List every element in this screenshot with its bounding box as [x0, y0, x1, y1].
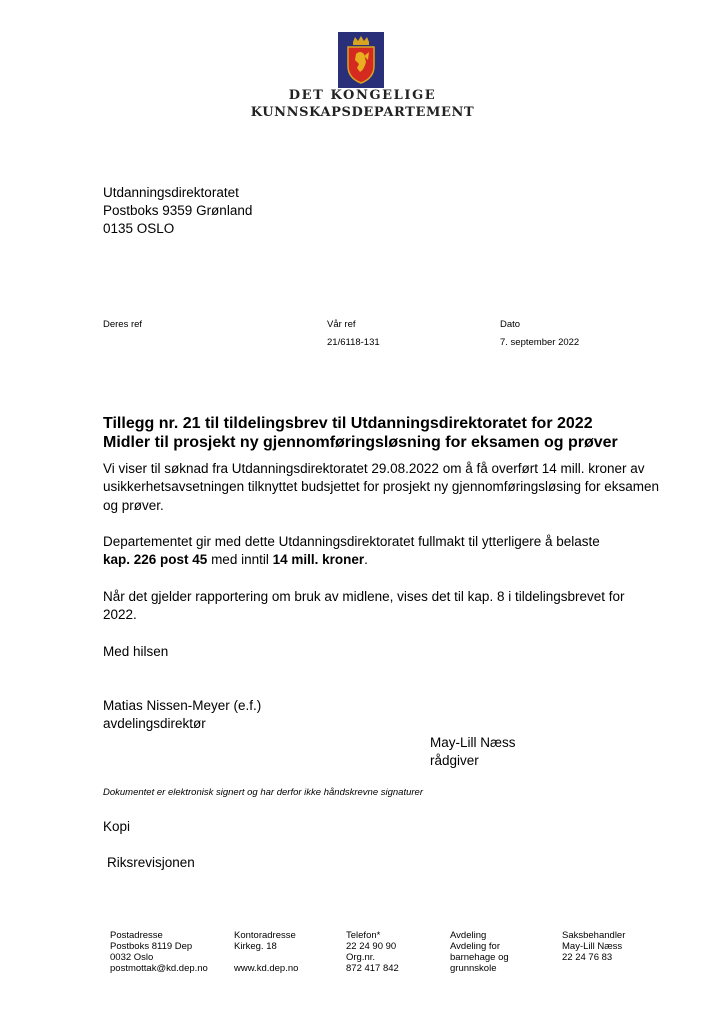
dato-value: 7. september 2022 — [500, 337, 580, 348]
footer-cell: Saksbehandler — [562, 930, 626, 941]
para3-line: Når det gjelder rapportering om bruk av midlene, vises det til kap. 8 i tildelingsbrevet for — [103, 589, 625, 604]
footer-phone-column — [346, 930, 399, 974]
footer-cell: Kontoradresse — [234, 930, 296, 941]
signer-1-title: avdelingsdirektør — [103, 716, 206, 732]
para2-mid: med inntil — [207, 552, 273, 568]
signer-2 — [430, 734, 516, 771]
footer-cell: www.kd.dep.no — [234, 963, 299, 974]
department-logo — [250, 30, 475, 130]
footer-cell: Avdeling for — [450, 941, 500, 952]
signer-1-name: Matias Nissen-Meyer (e.f.) — [103, 698, 262, 713]
amount: 14 mill. kroner — [272, 552, 365, 568]
greeting: Med hilsen — [103, 644, 169, 659]
deres-ref-label: Deres ref — [103, 319, 143, 330]
para2-line-2 — [103, 551, 663, 569]
copy-label: Kopi — [103, 819, 131, 834]
footer-postal-column — [110, 930, 208, 974]
footer-cell: 0032 Oslo — [110, 952, 154, 963]
coat-of-arms-icon — [338, 32, 384, 88]
para2-line: Departementet gir med dette Utdanningsdirektoratet fullmakt til ytterligere å belaste — [103, 534, 600, 549]
footer-office-column — [234, 930, 298, 974]
logo-line-2: KUNNSKAPSDEPARTEMENT — [250, 105, 475, 120]
var-ref-value: 21/6118-131 — [327, 337, 380, 348]
footer-cell: Avdeling — [450, 930, 487, 941]
recipient-street: Postboks 9359 Grønland — [103, 203, 253, 218]
footer-department-column — [450, 930, 509, 974]
footer-cell — [234, 952, 298, 963]
recipient-name: Utdanningsdirektoratet — [103, 185, 239, 200]
logo-line-1: DET KONGELIGE — [288, 88, 437, 103]
recipient-postal: 0135 OSLO — [103, 221, 175, 236]
footer-cell: May-Lill Næss — [562, 941, 623, 952]
signer-2-title: rådgiver — [430, 753, 479, 769]
dato-label: Dato — [500, 319, 521, 330]
letter-title — [103, 414, 618, 452]
paragraph-1 — [103, 460, 663, 515]
budget-chapter: kap. 226 post 45 — [103, 552, 208, 568]
footer-cell: 22 24 76 83 — [562, 952, 613, 963]
signature-note: Dokumentet er elektronisk signert og har derfor ikke håndskrevne signaturer — [103, 787, 423, 798]
footer-cell: grunnskole — [450, 963, 497, 974]
footer-cell: Org.nr. — [346, 952, 376, 963]
para2-end: . — [364, 552, 368, 568]
footer-handler-column — [562, 930, 625, 963]
paragraph-2 — [103, 533, 663, 570]
footer-cell: 872 417 842 — [346, 963, 399, 974]
footer-cell: Postadresse — [110, 930, 163, 941]
para1-line: og prøver. — [103, 497, 164, 513]
signer-1 — [103, 697, 663, 734]
footer-cell: Postboks 8119 Dep — [110, 941, 193, 952]
footer-cell: barnehage og — [450, 952, 509, 963]
footer-cell: postmottak@kd.dep.no — [110, 963, 208, 974]
signer-2-name: May-Lill Næss — [430, 735, 516, 750]
footer-cell: 22 24 90 90 — [346, 941, 397, 952]
para1-line: usikkerhetsavsetningen tilknyttet budsjettet for prosjekt ny gjennomføringsløsing for eksamen — [103, 479, 660, 495]
copy-recipient: Riksrevisjonen — [107, 855, 195, 870]
footer-cell: Telefon* — [346, 930, 381, 941]
footer-cell: Kirkeg. 18 — [234, 941, 277, 952]
recipient-address — [103, 184, 252, 238]
var-ref-label: Vår ref — [327, 319, 356, 330]
paragraph-3 — [103, 588, 663, 625]
title-line-2: Midler til prosjekt ny gjennomføringsløsning for eksamen og prøver — [103, 434, 618, 451]
title-line-1: Tillegg nr. 21 til tildelingsbrev til Utdanningsdirektoratet for 2022 — [103, 415, 593, 432]
para1-line: Vi viser til søknad fra Utdanningsdirektoratet 29.08.2022 om å få overført 14 mill. kroner av — [103, 461, 645, 476]
para3-line: 2022. — [103, 607, 137, 623]
